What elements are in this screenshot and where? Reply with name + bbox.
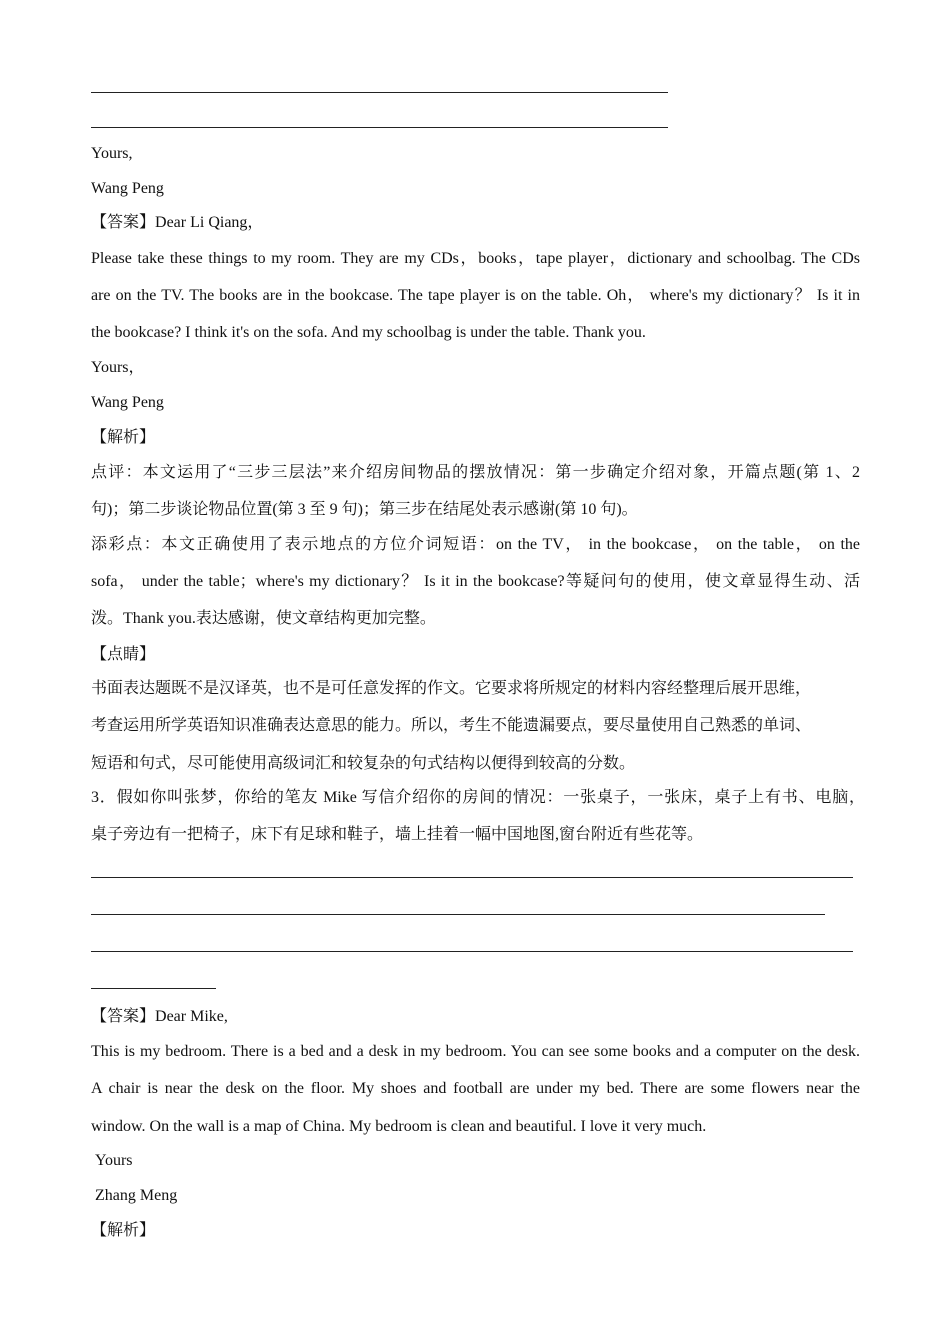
analysis-line: 泼。Thank you.表达感谢，使文章结构更加完整。 (91, 610, 436, 627)
answer-closing: Yours， (91, 359, 145, 376)
question-line: 桌子旁边有一把椅子，床下有足球和鞋子，墙上挂着一幅中国地图,窗台附近有些花等。 (91, 826, 704, 843)
answer-greeting: Dear Mike, (155, 1008, 228, 1025)
analysis-line: 添彩点：本文正确使用了表示地点的方位介词短语：on the TV， in the bookcase， on the table， on the (91, 536, 860, 553)
letter-signature: Wang Peng (91, 180, 164, 197)
answer-closing: Yours (95, 1152, 133, 1169)
tip-line: 短语和句式，尽可能使用高级词汇和较复杂的句式结构以便得到较高的分数。 (91, 755, 636, 772)
question-line: 3．假如你叫张梦，你给的笔友 Mike 写信介绍你的房间的情况：一张桌子，一张床，桌子上有书、电脑， (91, 789, 865, 806)
tip-line: 书面表达题既不是汉译英，也不是可任意发挥的作文。它要求将所规定的材料内容经整理后展开思维， (91, 680, 812, 697)
answer-body-line: A chair is near the desk on the floor. My shoes and football are under my bed. There are some flowers near the (91, 1080, 860, 1097)
analysis-tag: 【解析】 (91, 1222, 156, 1239)
answer-body-line: This is my bedroom. There is a bed and a desk in my bedroom. You can see some books and a computer on the desk. (91, 1043, 860, 1060)
tip-line: 考查运用所学英语知识准确表达意思的能力。所以，考生不能遗漏要点，要尽量使用自己熟悉的单词、 (91, 717, 812, 734)
writing-line (91, 951, 853, 952)
answer-line (91, 213, 263, 233)
writing-line (91, 92, 668, 93)
writing-line (91, 877, 853, 878)
answer-body-line: Please take these things to my room. They are my CDs，books，tape player，dictionary and schoolbag. The CDs (91, 250, 860, 267)
letter-closing: Yours, (91, 145, 133, 162)
answer-tag: 【答案】 (91, 1008, 156, 1025)
analysis-line: sofa， under the table；where's my dictionary？ Is it in the bookcase?等疑问句的使用，使文章显得生动、活 (91, 573, 860, 590)
answer-greeting: Dear Li Qiang， (155, 214, 264, 231)
analysis-tag: 【解析】 (91, 429, 156, 446)
answer-signature: Wang Peng (91, 394, 164, 411)
writing-line (91, 988, 216, 989)
writing-line (91, 914, 825, 915)
answer-signature: Zhang Meng (95, 1187, 178, 1204)
answer-line (91, 1007, 228, 1027)
answer-body-line: the bookcase? I think it's on the sofa. And my schoolbag is under the table. Thank you. (91, 324, 646, 341)
analysis-line: 点评：本文运用了“三步三层法”来介绍房间物品的摆放情况：第一步确定介绍对象，开篇点题(第 1、2 (91, 464, 860, 481)
tip-tag: 【点睛】 (91, 646, 156, 663)
answer-body-line: window. On the wall is a map of China. My bedroom is clean and beautiful. I love it very much. (91, 1118, 707, 1135)
analysis-line: 句)；第二步谈论物品位置(第 3 至 9 句)；第三步在结尾处表示感谢(第 10 句)。 (91, 501, 638, 518)
writing-line (91, 127, 668, 128)
answer-tag: 【答案】 (91, 214, 156, 231)
answer-body-line: are on the TV. The books are in the bookcase. The tape player is on the table. Oh， where's my dictionary？ Is it in (91, 287, 860, 304)
